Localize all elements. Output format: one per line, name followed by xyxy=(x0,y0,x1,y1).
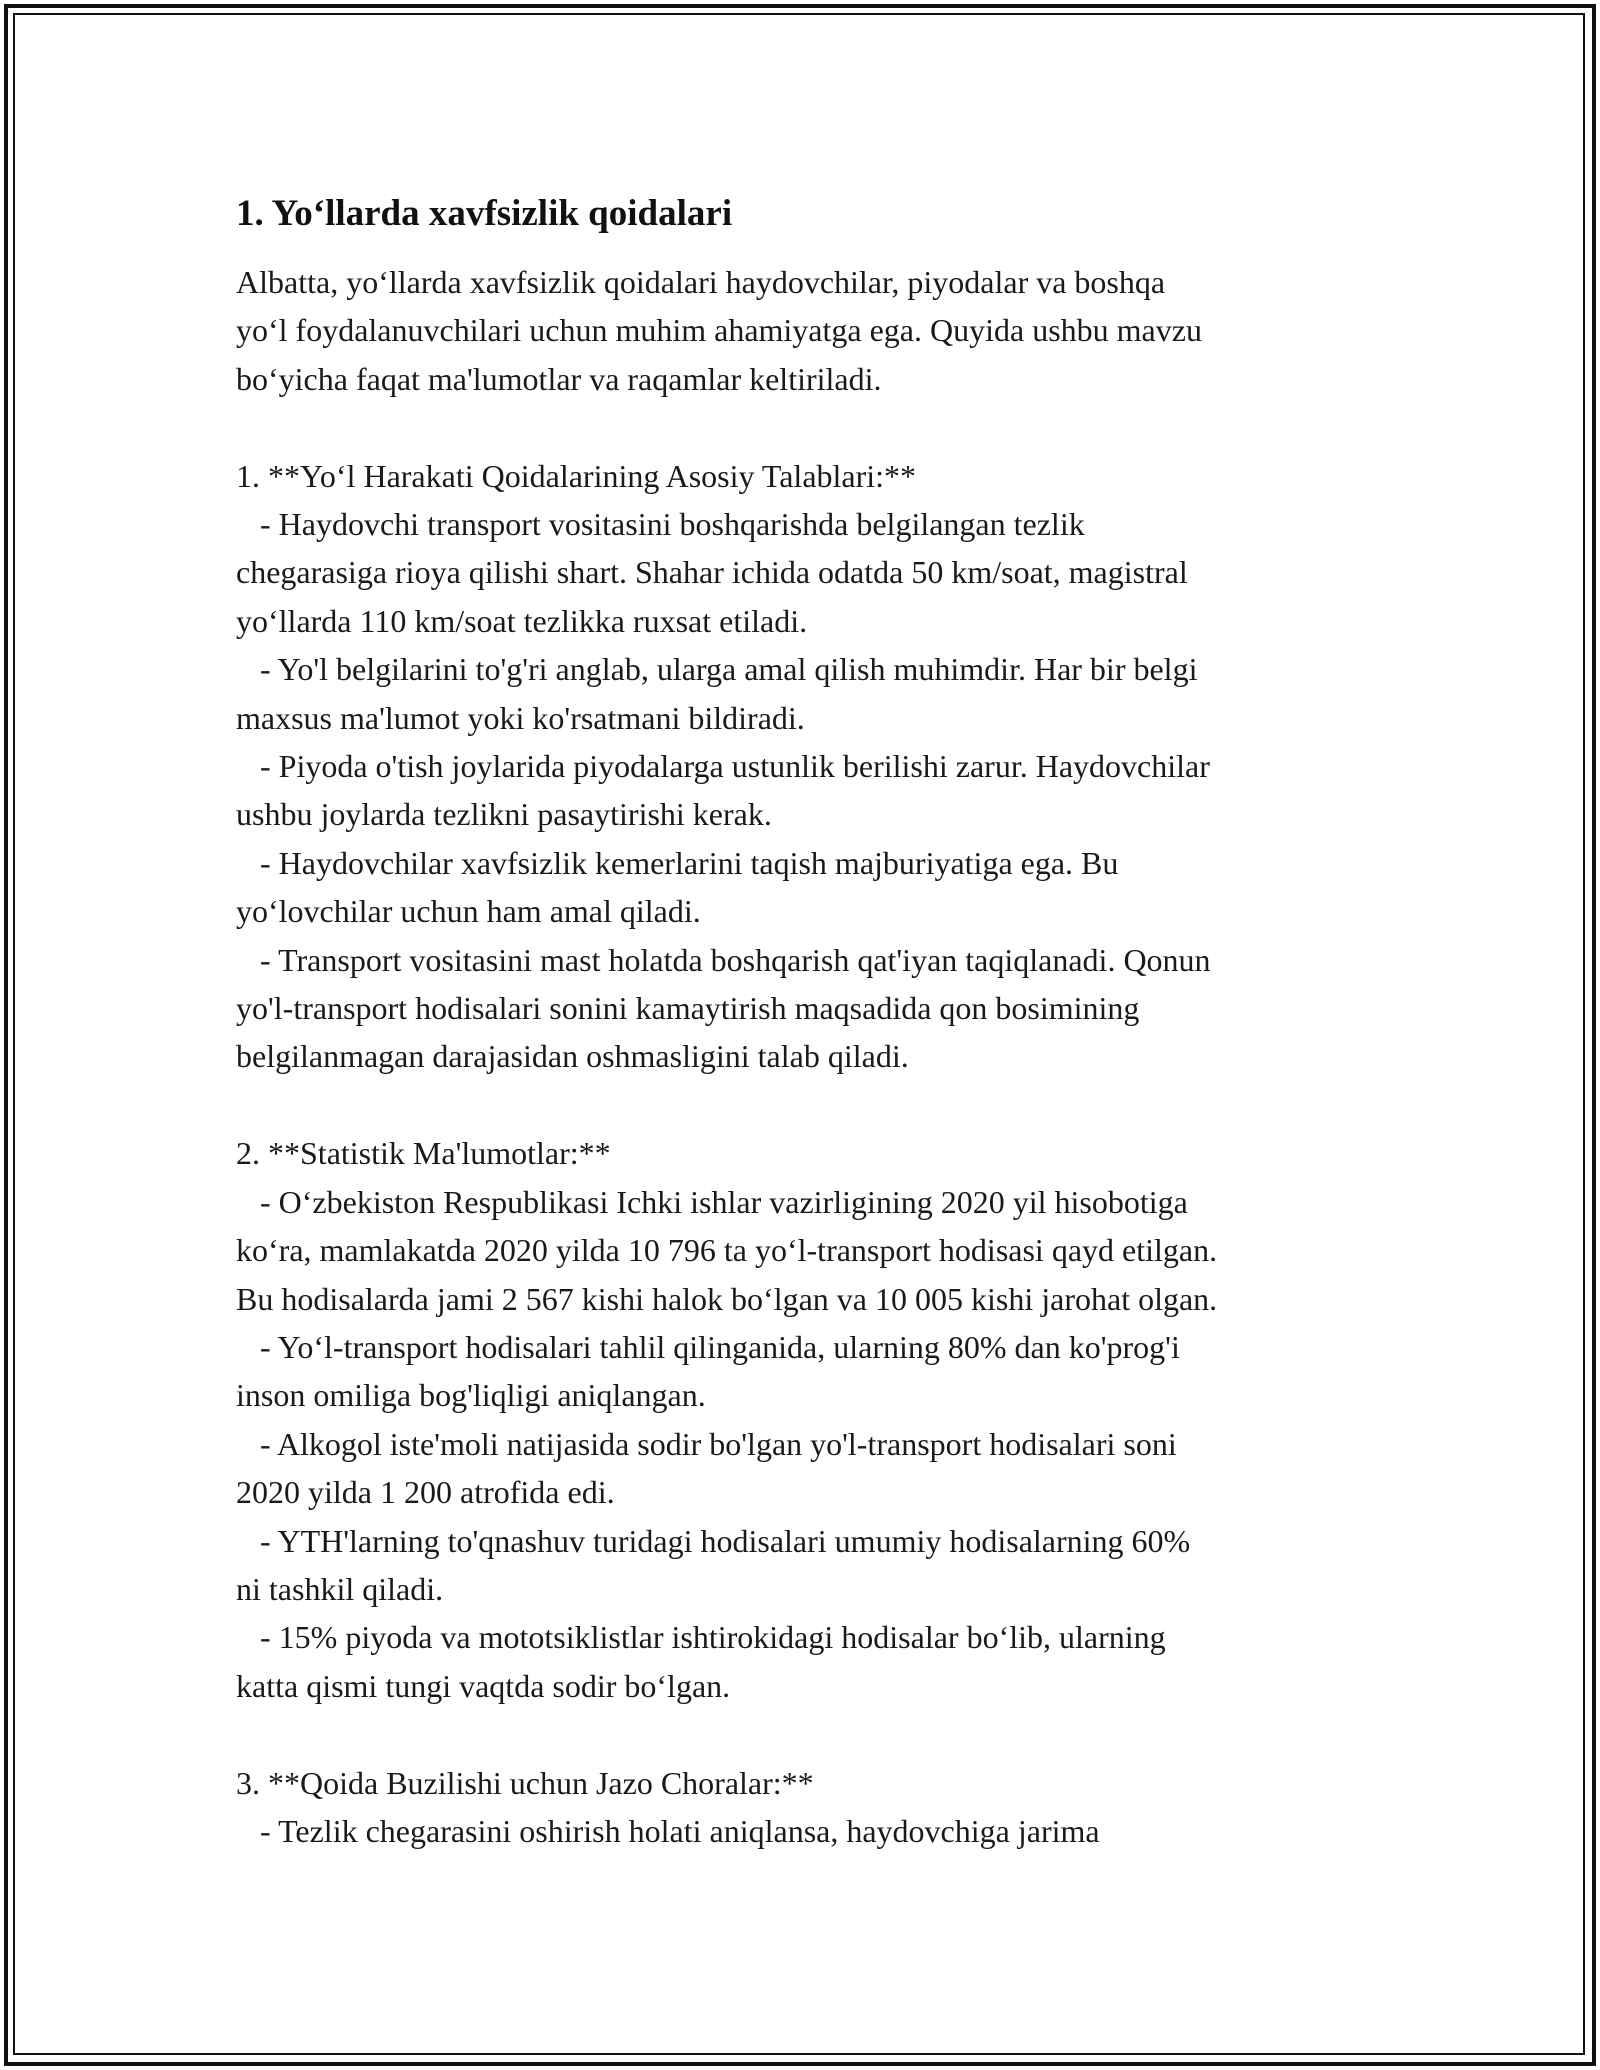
list-item: - Alkogol iste'moli natijasida sodir bo'lgan yo'l-transport hodisalari soni 2020 yilda 1 200 atrofida edi. xyxy=(236,1425,1177,1511)
section-heading-2: 2. **Statistik Ma'lumotlar:** xyxy=(236,1135,611,1172)
list-item: - Yo‘l-transport hodisalari tahlil qilinganida, ularning 80% dan ko'prog'i inson omiliga bog'liqligi aniqlangan. xyxy=(236,1328,1180,1414)
paragraph-gap xyxy=(236,403,1386,451)
paragraph-gap xyxy=(236,1081,1386,1129)
list-item: - O‘zbekiston Respublikasi Ichki ishlar vazirligining 2020 yil hisobotiga ko‘ra, mamlakatda 2020 yilda 10 796 ta yo‘l-transport hodisasi qayd etilgan. Bu hodisalarda jami 2 567 kishi halok bo‘lgan va 10 005 kishi jarohat olgan. xyxy=(236,1183,1218,1317)
list-item: - Tezlik chegarasini oshirish holati aniqlansa, haydovchiga jarima xyxy=(236,1812,1100,1849)
intro-paragraph: Albatta, yo‘llarda xavfsizlik qoidalari haydovchilar, piyodalar va boshqa yo‘l foydalanuvchilari uchun muhim ahamiyatga ega. Quyida ushbu mavzu bo‘yicha faqat ma'lumotlar va raqamlar keltiriladi. xyxy=(236,264,1202,397)
list-item: - Piyoda o'tish joylarida piyodalarga ustunlik berilishi zarur. Haydovchilar ushbu joylarda tezlikni pasaytirishi kerak. xyxy=(236,748,1210,833)
list-item: - Transport vositasini mast holatda boshqarish qat'iyan taqiqlanadi. Qonun yo'l-transport hodisalari sonini kamaytirish maqsadida qon bosimining belgilanmagan darajasidan oshmasligini talab qiladi. xyxy=(236,941,1211,1075)
list-item: - Haydovchilar xavfsizlik kemerlarini taqish majburiyatiga ega. Bu yo‘lovchilar uchun ham amal qiladi. xyxy=(236,844,1119,930)
list-item: - Yo'l belgilarini to'g'ri anglab, ularga amal qilish muhimdir. Har bir belgi maxsus ma'lumot yoki ko'rsatmani bildiradi. xyxy=(236,651,1198,736)
section-heading-3: 3. **Qoida Buzilishi uchun Jazo Choralar:** xyxy=(236,1764,814,1801)
list-item: - 15% piyoda va mototsiklistlar ishtirokidagi hodisalar bo‘lib, ularning katta qismi tungi vaqtda sodir bo‘lgan. xyxy=(236,1619,1166,1704)
list-item: - Haydovchi transport vositasini boshqarishda belgilangan tezlik chegarasiga rioya qilishi shart. Shahar ichida odatda 50 km/soat, magistral yo‘llarda 110 km/soat tezlikka ruxsat etiladi. xyxy=(236,506,1188,639)
document-body xyxy=(236,188,1386,1855)
section-heading-1: 1. **Yo‘l Harakati Qoidalarining Asosiy Talablari:** xyxy=(236,457,917,494)
document-title: 1. Yo‘llarda xavfsizlik qoidalari xyxy=(236,193,733,234)
paragraph-gap xyxy=(236,1710,1386,1758)
list-item: - YTH'larning to'qnashuv turidagi hodisalari umumiy hodisalarning 60% ni tashkil qiladi. xyxy=(236,1522,1191,1607)
